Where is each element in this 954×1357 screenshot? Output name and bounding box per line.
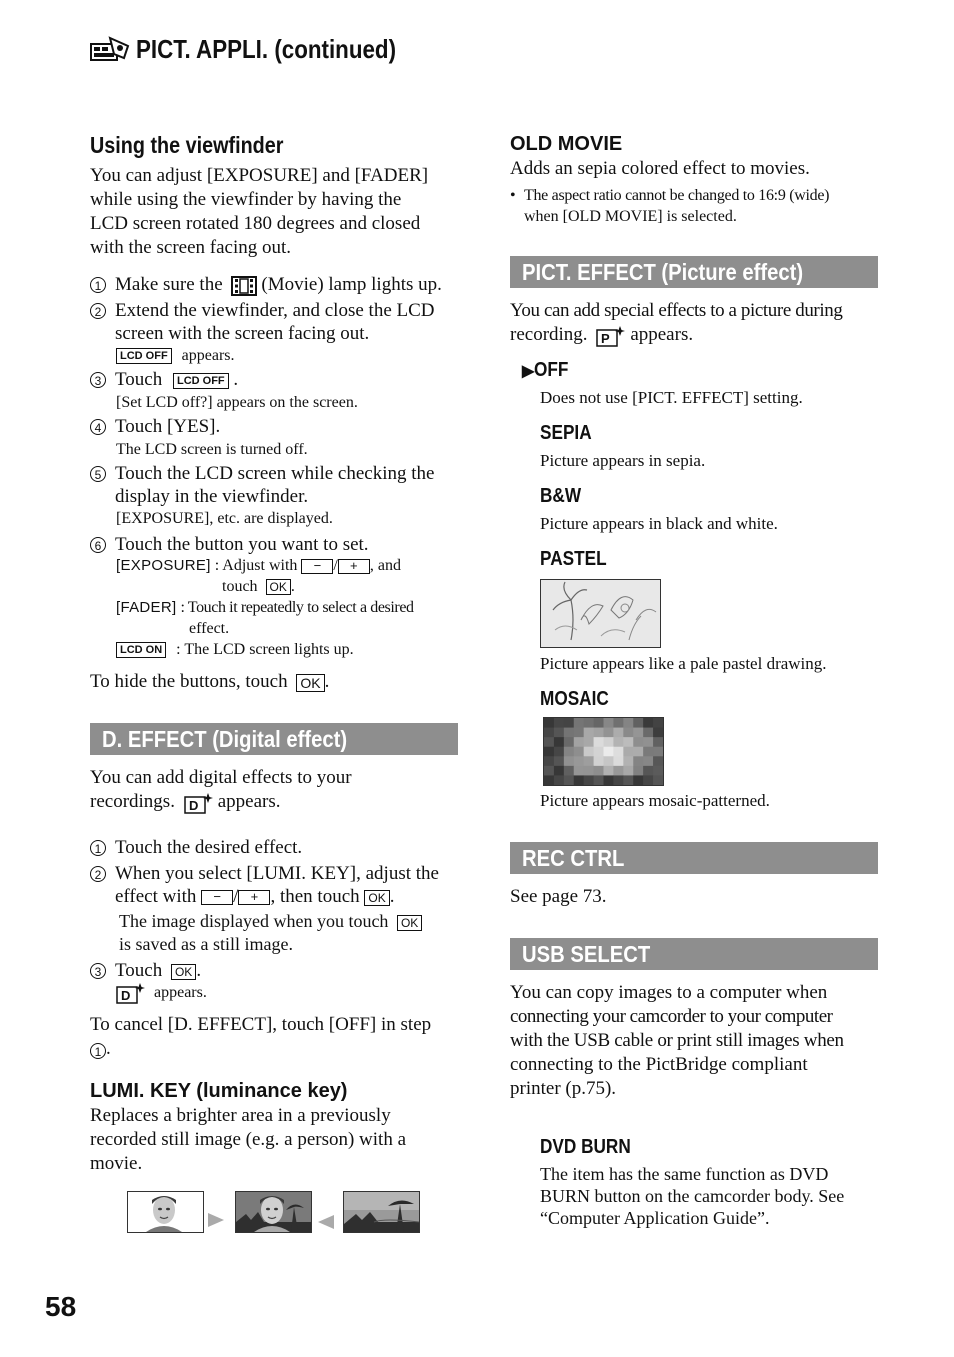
lumi-key-text: Replaces a brighter area in a previously recorded still image (e.g. a person) with a movie. [90,1105,407,1174]
exposure-line: [EXPOSURE] : Adjust with − / + , and [116,557,401,574]
lcd-off-icon: LCD OFF [116,348,172,364]
lumi-key-movie-image [343,1191,420,1233]
ok-button-icon: OK [364,890,389,906]
svg-text:P: P [601,330,610,346]
viewfinder-step-5-note: [EXPOSURE], etc. are displayed. [116,510,333,527]
digital-effect-icon [184,792,214,814]
plus-button-icon: + [338,559,370,574]
fader-line-2: effect. [189,620,230,637]
lcd-on-icon: LCD ON [116,642,166,658]
minus-button-icon: − [201,890,233,905]
d-effect-step-3-note: D appears. [116,982,207,1004]
viewfinder-heading: Using the viewfinder [90,132,284,158]
viewfinder-intro: You can adjust [EXPOSURE] and [FADER] while using the viewfinder by having the LCD screen rotated 180 degrees and closed with the screen facing out. [90,165,429,258]
lumi-key-heading: LUMI. KEY (luminance key) [90,1080,348,1102]
page-title: PICT. APPLI. (continued) [136,34,397,64]
old-movie-text: Adds an sepia colored effect to movies. [510,158,810,179]
d-effect-bar: D. EFFECT (Digital effect) [90,723,458,755]
viewfinder-step-3-note: [Set LCD off?] appears on the screen. [116,394,358,411]
rec-ctrl-text: See page 73. [510,886,607,907]
page-number: 58 [45,1291,77,1322]
sepia-option-heading: SEPIA [540,422,592,444]
pastel-sample-image [540,579,661,648]
mosaic-option-heading: MOSAIC [540,688,609,710]
pict-effect-intro: You can add special effects to a picture during recording. P appears. [510,300,843,346]
lcd-on-line: LCD ON : The LCD screen lights up. [116,639,354,660]
hide-buttons-text: To hide the buttons, touch OK . [90,671,330,692]
mosaic-option-text: Picture appears mosaic-patterned. [540,791,770,810]
fader-button-label: [FADER] [116,599,177,616]
pastel-option-text: Picture appears like a pale pastel drawing. [540,654,827,673]
rec-ctrl-bar: REC CTRL [510,842,878,874]
off-option-text: Does not use [PICT. EFFECT] setting. [540,388,803,407]
old-movie-note: • The aspect ratio cannot be changed to 16:9 (wide) when [OLD MOVIE] is selected. [510,187,830,225]
d-effect-cancel: To cancel [D. EFFECT], touch [OFF] in step 1 . [90,1014,432,1059]
plus-button-icon: + [238,890,270,905]
digital-effect-icon [116,982,146,1004]
exposure-button-label: [EXPOSURE] [116,557,211,574]
bw-option-text: Picture appears in black and white. [540,514,778,533]
ok-button-icon: OK [171,964,196,980]
old-movie-heading: OLD MOVIE [510,133,623,155]
picture-application-icon [90,36,130,62]
viewfinder-step-2-note: LCD OFF appears. [116,345,235,366]
sepia-option-text: Picture appears in sepia. [540,451,706,470]
movie-lamp-icon [231,276,257,296]
mosaic-sample-image [543,717,664,786]
svg-text:D: D [121,988,131,1004]
lumi-key-composite-image [235,1191,312,1233]
pastel-option-heading: PASTEL [540,548,607,570]
usb-select-text: You can copy images to a computer when connecting your camcorder to your computer with the USB cable or print still images when connecting to the PictBridge compliant printer (p.75). [510,982,844,1099]
pict-effect-bar: PICT. EFFECT (Picture effect) [510,256,878,288]
default-arrow-icon: ▶ [522,363,535,380]
viewfinder-step-4-note: The LCD screen is turned off. [116,441,308,458]
bw-option-heading: B&W [540,485,582,507]
exposure-line-2: touch OK . [222,578,295,595]
arrow-left-icon [318,1215,334,1229]
fader-line: [FADER] : Touch it repeatedly to select a desired [116,599,414,616]
ok-button-icon: OK [266,579,291,595]
ok-button-icon: OK [397,915,422,931]
dvd-burn-heading: DVD BURN [540,1136,631,1158]
picture-effect-icon [596,325,626,347]
dvd-burn-text: The item has the same function as DVD BURN button on the camcorder body. See “Computer Application Guide”. [540,1164,845,1228]
svg-text:D: D [188,797,199,813]
lcd-off-button-icon: LCD OFF [173,373,229,389]
ok-button-icon: OK [296,674,324,692]
d-effect-intro: You can add digital effects to your recordings. D appears. [90,767,352,813]
arrow-right-icon [208,1213,224,1227]
off-option-heading: ▶OFF [522,359,569,381]
usb-select-bar: USB SELECT [510,938,878,970]
d-effect-step-2-note: The image displayed when you touch OK is saved as a still image. [119,910,422,956]
lumi-key-still-image [127,1191,204,1233]
minus-button-icon: − [301,559,333,574]
